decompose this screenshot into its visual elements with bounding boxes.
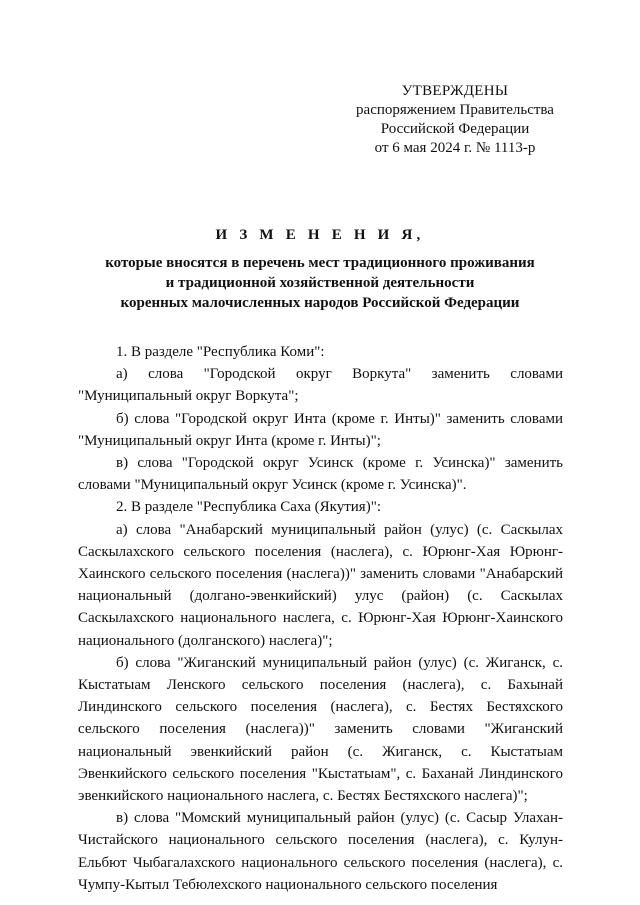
approval-country: Российской Федерации: [380, 121, 530, 137]
paragraph-section-1: 1. В разделе "Республика Коми":: [116, 344, 325, 360]
document-subtitle-line-1: которые вносятся в перечень мест традиционного проживания: [105, 255, 535, 271]
paragraph-1c: в) слова "Городской округ Усинск (кроме г. Усинска)" заменить словами "Муниципальный округ Усинск (кроме г. Усинска)".: [78, 455, 563, 494]
document-body: [78, 341, 563, 896]
approval-block: [355, 82, 555, 158]
document-subtitle-line-3: коренных малочисленных народов Российской Федерации: [120, 295, 520, 311]
document-title: И З М Е Н Е Н И Я,: [215, 227, 425, 243]
paragraph-2c: в) слова "Момский муниципальный район (улус) (с. Сасыр Улахан-Чистайского национального сельского поселения (наслега), с. Кулун-Ельбют Чыбагалахского национального сельского поселения (наслега), с. Чумпу-Кытыл Тебюлехского национального сельского поселения: [78, 810, 563, 893]
paragraph-1b: б) слова "Городской округ Инта (кроме г. Инты)" заменить словами "Муниципальный округ Инта (кроме г. Инты)";: [78, 410, 563, 449]
document-subtitle-line-2: и традиционной хозяйственной деятельности: [165, 275, 475, 291]
paragraph-2a: а) слова "Анабарский муниципальный район (улус) (с. Саскылах Саскылахского сельского поселения (наслега), с. Юрюнг-Хая Юрюнг-Хаинского сельского поселения (наслега))" заменить словами "Анабарский национальный (долгано-эвенкийский) улус (район) (с. Саскылах Саскылахского национального наслега, с. Юрюнг-Хая Юрюнг-Хаинского национального (долганского) наслега)";: [78, 521, 563, 649]
approval-date-number: от 6 мая 2024 г. № 1113-р: [374, 140, 536, 156]
approval-issuer: распоряжением Правительства: [356, 102, 554, 118]
approval-heading: УТВЕРЖДЕНЫ: [401, 83, 509, 99]
document-title-block: [60, 226, 580, 313]
paragraph-1a: а) слова "Городской округ Воркута" заменить словами "Муниципальный округ Воркута";: [78, 366, 563, 405]
paragraph-2b: б) слова "Жиганский муниципальный район (улус) (с. Жиганск, с. Кыстатыам Ленского сельского поселения (наслега), с. Бахынай Линдинского сельского поселения (наслега), с. Бестях Бестяхского сельского поселения (наслега))" заменить словами "Жиганский национальный эвенкийский район (с. Жиганск, с. Кыстатыам Эвенкийского сельского поселения "Кыстатыам", с. Баханай Линдинского эвенкийского национального наслега, с. Бестях Бестяхского наслега)";: [78, 654, 563, 805]
paragraph-section-2: 2. В разделе "Республика Саха (Якутия)":: [116, 499, 381, 516]
